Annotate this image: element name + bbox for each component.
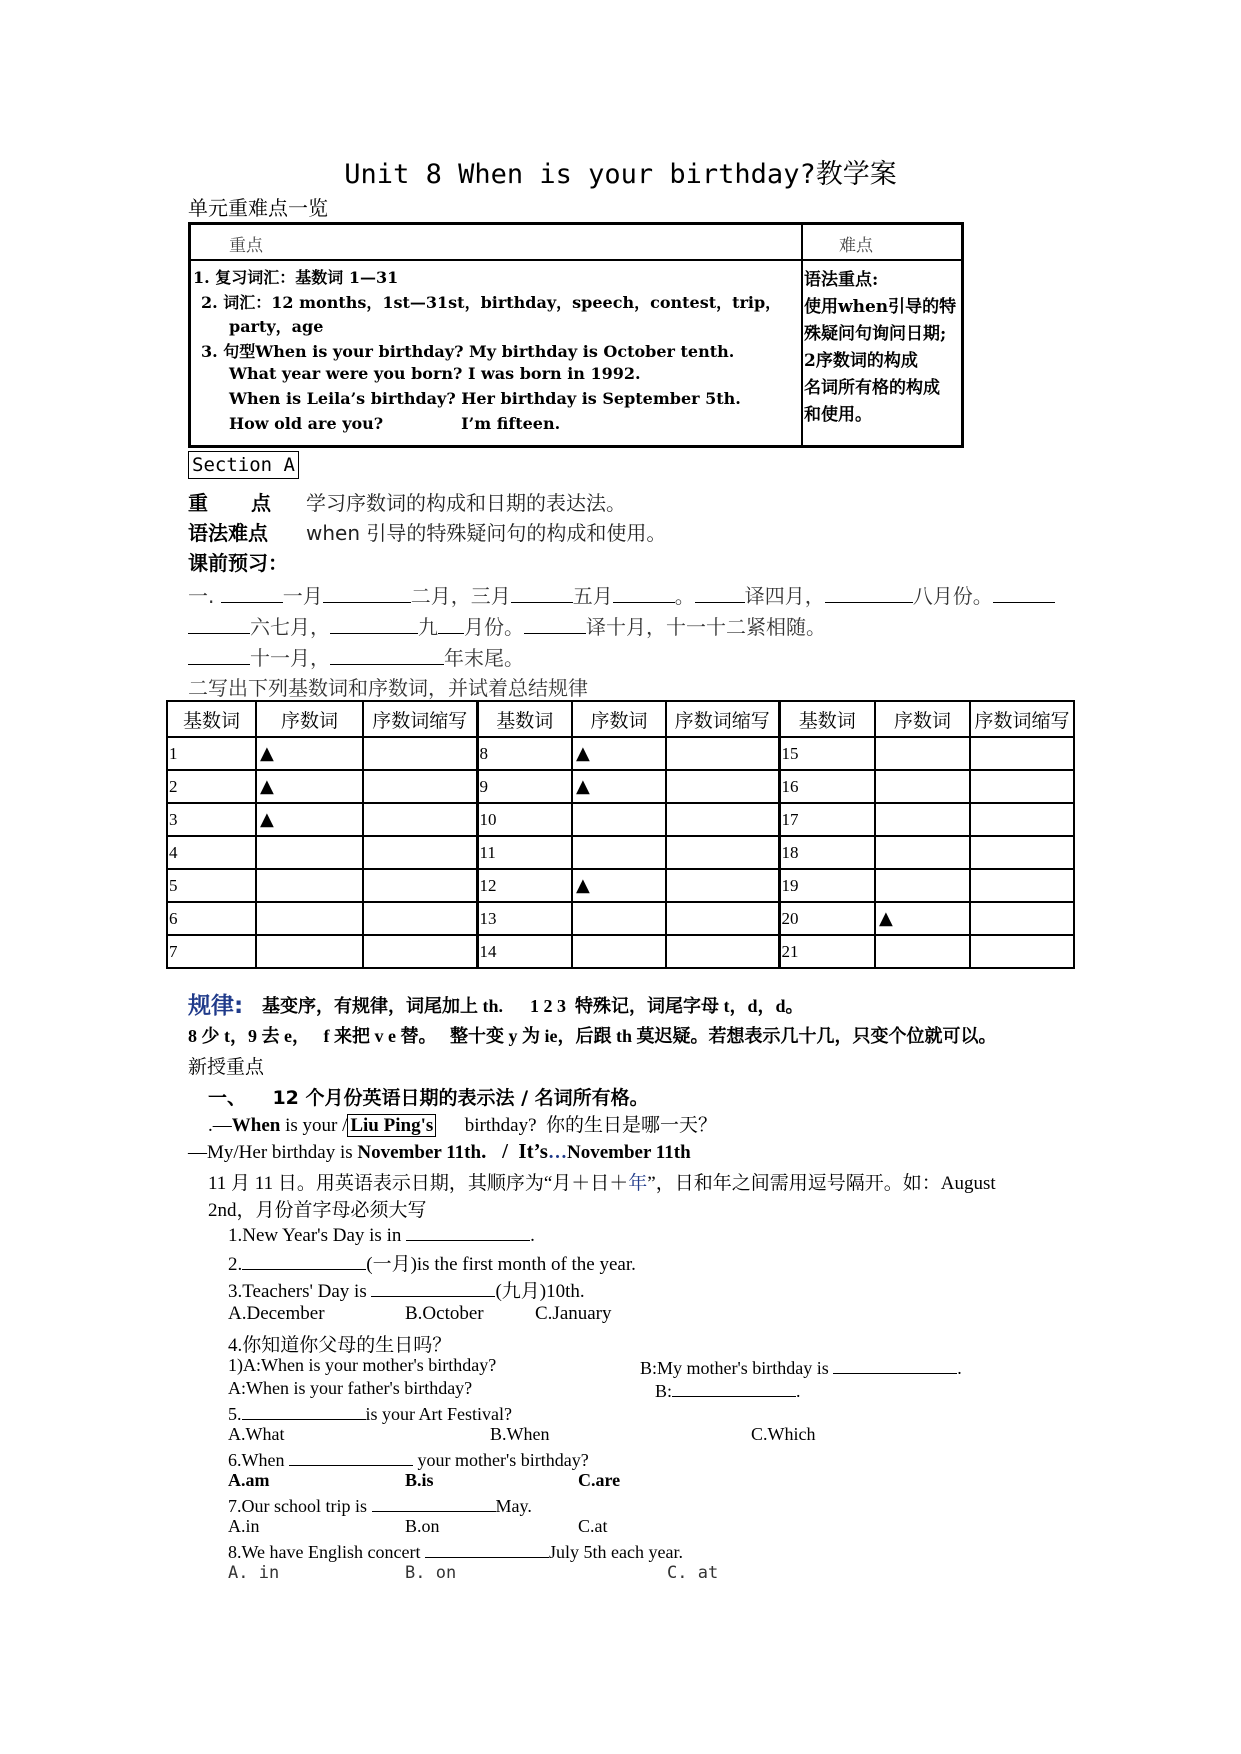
ordinal-cell[interactable] <box>875 836 970 869</box>
answer-blank[interactable] <box>371 1278 495 1297</box>
answer-line <box>188 1139 691 1164</box>
ordinal-abbr-cell[interactable] <box>970 770 1074 803</box>
rhyme-text: 九 <box>418 615 438 639</box>
rhyme-text: 年末尾。 <box>444 646 524 670</box>
ordinal-cell[interactable] <box>875 737 970 770</box>
cardinal-cell: 16 <box>779 770 875 803</box>
q-name-box: Liu Ping's <box>347 1114 436 1137</box>
option-a[interactable]: A. in <box>228 1563 280 1583</box>
cardinal-cell: 20 <box>779 902 875 935</box>
cardinal-cell: 1 <box>167 737 256 770</box>
blank[interactable] <box>613 584 675 603</box>
ex-text: (一月)is the first month of the year. <box>366 1254 636 1275</box>
header-cardinal: 基数词 <box>477 701 572 737</box>
blank[interactable] <box>330 646 444 665</box>
section-a-label: Section A <box>188 451 299 479</box>
cardinal-cell: 4 <box>167 836 256 869</box>
a-date: November 11th <box>357 1142 482 1163</box>
rhyme-text: 月份。 <box>464 615 524 639</box>
answer-blank[interactable] <box>289 1447 413 1466</box>
ex-text: 6.When <box>228 1450 289 1470</box>
option-c[interactable]: C.are <box>578 1470 621 1490</box>
ordinal-cell[interactable] <box>572 869 666 902</box>
header-ordinal-abbr: 序数词缩写 <box>363 701 477 737</box>
ex-text: May. <box>495 1496 532 1516</box>
header-ordinal: 序数词 <box>256 701 363 737</box>
blank[interactable] <box>323 584 411 603</box>
item1-title: 一、 12 个月份英语日期的表示法 / 名词所有格。 <box>208 1087 649 1109</box>
blank[interactable] <box>511 584 573 603</box>
ordinal-abbr-cell[interactable] <box>363 869 477 902</box>
e4-answer-2 <box>655 1378 801 1402</box>
page-title: Unit 8 When is your birthday?教学案 <box>344 159 897 190</box>
ex-text: . <box>796 1381 801 1401</box>
ordinal-cell[interactable] <box>256 902 363 935</box>
rhyme-text: 一. <box>188 584 221 608</box>
ordinal-cell[interactable] <box>875 869 970 902</box>
header-cardinal: 基数词 <box>167 701 256 737</box>
rhyme-text: 译十月，十一十二紧相随。 <box>586 615 826 639</box>
answer-blank[interactable] <box>833 1355 957 1374</box>
new-points-heading: 新授重点 <box>188 1056 265 1078</box>
explain-line-2: 2nd，月份首字母必须大写 <box>208 1200 427 1221</box>
cardinal-cell: 5 <box>167 869 256 902</box>
numbers-row <box>167 803 1074 836</box>
ordinal-cell[interactable] <box>256 935 363 968</box>
a-date: November 11th <box>566 1142 691 1163</box>
rhyme-line-1 <box>188 580 1055 609</box>
ordinal-abbr-cell[interactable] <box>363 836 477 869</box>
exercise-7 <box>228 1493 532 1517</box>
grammar-text: when 引导的特殊疑问句的构成和使用。 <box>306 521 667 545</box>
numbers-row <box>167 902 1074 935</box>
ordinal-cell[interactable] <box>875 770 970 803</box>
ordinal-cell[interactable] <box>256 770 363 803</box>
difficult-line: 2序数词的构成 <box>804 351 918 371</box>
preview-label: 课前预习： <box>188 551 288 575</box>
triangle-marker-icon: ▲ <box>879 908 893 929</box>
numbers-header-row <box>167 701 1074 737</box>
difficult-line: 和使用。 <box>804 405 872 425</box>
header-ordinal: 序数词 <box>875 701 970 737</box>
blank[interactable] <box>993 584 1055 603</box>
question-line <box>208 1110 717 1137</box>
exercise-4: 4.你知道你父母的生日吗？ <box>228 1335 452 1356</box>
answer-blank[interactable] <box>242 1401 366 1420</box>
answer-blank[interactable] <box>425 1539 549 1558</box>
key-text: 学习序数词的构成和日期的表达法。 <box>306 491 626 515</box>
overview-col-difficult: 难点 <box>839 236 873 256</box>
ordinal-abbr-cell[interactable] <box>970 803 1074 836</box>
ordinal-cell[interactable] <box>256 836 363 869</box>
triangle-marker-icon: ▲ <box>576 776 590 797</box>
triangle-marker-icon: ▲ <box>576 875 590 896</box>
exercise-3 <box>228 1276 585 1303</box>
option-a[interactable]: A.December <box>228 1303 325 1324</box>
rules-line-1: 基变序，有规律，词尾加上 th. 1 2 3 特殊记，词尾字母 t，d，d。 <box>262 996 804 1016</box>
option-b[interactable]: B.When <box>490 1424 550 1444</box>
triangle-marker-icon: ▲ <box>260 776 274 797</box>
numbers-row <box>167 869 1074 902</box>
ex-text: 5. <box>228 1404 242 1424</box>
rhyme-text: 六七月， <box>250 615 330 639</box>
rhyme-text: 五月 <box>572 584 613 608</box>
blank[interactable] <box>438 615 464 634</box>
rhyme-text: 二月，三月 <box>410 584 511 608</box>
ex-text: is your Art Festival? <box>365 1404 512 1424</box>
a-text: —My/Her birthday is <box>188 1142 358 1163</box>
key-line: 1. 复习词汇：基数词 1—31 <box>193 268 399 287</box>
ordinal-cell[interactable] <box>572 737 666 770</box>
ordinal-abbr-cell[interactable] <box>666 836 779 869</box>
ordinal-abbr-cell[interactable] <box>363 803 477 836</box>
cardinal-cell: 7 <box>167 935 256 968</box>
key-line: 2. 词汇：12 months，1st—31st，birthday，speech，contest，trip， <box>201 293 782 312</box>
ex-text: your mother's birthday? <box>412 1450 589 1470</box>
rules-line-2: 8 少 t，9 去 e， f 来把 v e 替。 整十变 y 为 ie，后跟 th 莫迟疑。若想表示几十几，只变个位就可以。 <box>188 1026 997 1046</box>
cardinal-cell: 11 <box>477 836 572 869</box>
a-its: It’s <box>518 1139 548 1163</box>
difficult-line: 殊疑问句询问日期; <box>804 324 947 344</box>
cardinal-cell: 14 <box>477 935 572 968</box>
header-ordinal-abbr: 序数词缩写 <box>666 701 779 737</box>
option-a[interactable]: A.What <box>228 1424 285 1444</box>
numbers-instruction: 二写出下列基数词和序数词，并试着总结规律 <box>188 676 588 700</box>
cardinal-cell: 10 <box>477 803 572 836</box>
e4-answer-1 <box>640 1355 962 1379</box>
answer-blank[interactable] <box>372 1493 496 1512</box>
blank[interactable] <box>524 615 586 634</box>
key-line: When is Leila’s birthday? Her birthday is September 5th. <box>229 389 741 408</box>
ordinal-abbr-cell[interactable] <box>666 737 779 770</box>
option-c[interactable]: C.January <box>535 1303 612 1324</box>
option-c[interactable]: C.Which <box>751 1424 816 1444</box>
ordinal-abbr-cell[interactable] <box>970 902 1074 935</box>
ordinal-abbr-cell[interactable] <box>970 869 1074 902</box>
ordinal-abbr-cell[interactable] <box>970 737 1074 770</box>
ordinal-cell[interactable] <box>256 869 363 902</box>
exercise-1 <box>228 1222 535 1247</box>
rhyme-line-3 <box>188 642 524 671</box>
triangle-marker-icon: ▲ <box>576 743 590 764</box>
difficult-line: 语法重点: <box>804 270 879 290</box>
blank[interactable] <box>188 615 250 634</box>
ordinal-abbr-cell[interactable] <box>363 935 477 968</box>
rhyme-text: 一月 <box>282 584 323 608</box>
exercise-5 <box>228 1401 512 1425</box>
exercise-6 <box>228 1447 589 1471</box>
header-ordinal: 序数词 <box>572 701 666 737</box>
ordinal-abbr-cell[interactable] <box>363 737 477 770</box>
blank[interactable] <box>221 584 283 603</box>
cardinal-cell: 3 <box>167 803 256 836</box>
cardinal-cell: 19 <box>779 869 875 902</box>
cardinal-cell: 13 <box>477 902 572 935</box>
overview-heading: 单元重难点一览 <box>188 196 328 220</box>
ordinal-cell[interactable] <box>572 770 666 803</box>
a-dots: … <box>547 1142 567 1163</box>
ordinal-cell[interactable] <box>875 902 970 935</box>
cardinal-cell: 18 <box>779 836 875 869</box>
numbers-table <box>166 700 1075 969</box>
explain-text: 11 月 11 日。用英语表示日期，其顺序为“月＋日＋ <box>208 1173 629 1194</box>
option-b[interactable]: B.is <box>405 1470 434 1490</box>
numbers-row <box>167 935 1074 968</box>
ordinal-abbr-cell[interactable] <box>666 770 779 803</box>
option-b[interactable]: B.on <box>405 1516 440 1536</box>
cardinal-cell: 6 <box>167 902 256 935</box>
explain-text: ”，日和年之间需用逗号隔开。如：August <box>647 1173 996 1194</box>
triangle-marker-icon: ▲ <box>260 809 274 830</box>
key-line: party，age <box>229 317 324 336</box>
key-line: How old are you? I’m fifteen. <box>229 414 561 433</box>
overview-table <box>188 222 964 448</box>
numbers-row <box>167 737 1074 770</box>
answer-blank[interactable] <box>672 1378 796 1397</box>
cardinal-cell: 15 <box>779 737 875 770</box>
ex-text: 2. <box>228 1254 243 1275</box>
rhyme-text: 译四月， <box>744 584 825 608</box>
ordinal-cell[interactable] <box>572 803 666 836</box>
triangle-marker-icon: ▲ <box>260 743 274 764</box>
difficult-line: 名词所有格的构成 <box>804 378 940 398</box>
a-sep: . / <box>481 1139 519 1163</box>
cardinal-cell: 2 <box>167 770 256 803</box>
ordinal-abbr-cell[interactable] <box>970 935 1074 968</box>
header-ordinal-abbr: 序数词缩写 <box>970 701 1074 737</box>
option-c[interactable]: C. at <box>667 1563 719 1583</box>
ex-text: July 5th each year. <box>548 1542 683 1562</box>
ordinal-cell[interactable] <box>875 803 970 836</box>
ordinal-abbr-cell[interactable] <box>970 836 1074 869</box>
ex-text: (九月)10th. <box>495 1281 585 1302</box>
rhyme-text: 。 <box>674 584 695 608</box>
rhyme-text: 十一月， <box>250 646 330 670</box>
answer-blank[interactable] <box>242 1251 366 1270</box>
ordinal-abbr-cell[interactable] <box>363 770 477 803</box>
ordinal-cell[interactable] <box>256 803 363 836</box>
explain-year: 年 <box>628 1173 648 1194</box>
q-when: When <box>231 1115 281 1136</box>
q-text: is your / <box>280 1115 348 1136</box>
difficult-line: 使用when引导的特 <box>804 297 957 317</box>
cardinal-cell: 8 <box>477 737 572 770</box>
ordinal-cell[interactable] <box>875 935 970 968</box>
ordinal-cell[interactable] <box>256 737 363 770</box>
q-text: birthday? 你的生日是哪一天？ <box>436 1115 718 1136</box>
ex-text: . <box>530 1225 535 1246</box>
ordinal-abbr-cell[interactable] <box>363 902 477 935</box>
option-b[interactable]: B. on <box>405 1563 457 1583</box>
ex-text: B:My mother's birthday is <box>640 1358 834 1378</box>
q-text: .— <box>208 1115 232 1136</box>
ex-text: 7.Our school trip is <box>228 1496 372 1516</box>
header-cardinal: 基数词 <box>779 701 875 737</box>
cardinal-cell: 21 <box>779 935 875 968</box>
numbers-row <box>167 836 1074 869</box>
ordinal-abbr-cell[interactable] <box>666 803 779 836</box>
ex-text: 8.We have English concert <box>228 1542 425 1562</box>
ex-text: B: <box>655 1381 673 1401</box>
ordinal-cell[interactable] <box>572 836 666 869</box>
key-line: 3. 句型When is your birthday? My birthday is October tenth. <box>201 342 735 361</box>
option-b[interactable]: B.October <box>405 1303 484 1324</box>
exercise-2 <box>228 1249 636 1276</box>
cardinal-cell: 17 <box>779 803 875 836</box>
ordinal-cell[interactable] <box>572 935 666 968</box>
overview-col-key: 重点 <box>229 236 263 256</box>
ordinal-abbr-cell[interactable] <box>666 935 779 968</box>
ordinal-abbr-cell[interactable] <box>666 869 779 902</box>
ordinal-abbr-cell[interactable] <box>666 902 779 935</box>
explain-line-1 <box>208 1168 996 1195</box>
answer-blank[interactable] <box>406 1222 530 1241</box>
blank[interactable] <box>695 584 745 603</box>
key-label: 重 点 <box>188 491 289 515</box>
grammar-label: 语法难点 <box>188 521 268 545</box>
ex-text: 3.Teachers' Day is <box>228 1281 372 1302</box>
cardinal-cell: 12 <box>477 869 572 902</box>
ex-text: 1.New Year's Day is in <box>228 1225 407 1246</box>
option-a[interactable]: A.am <box>228 1470 270 1490</box>
numbers-row <box>167 770 1074 803</box>
rules-label: 规律: <box>188 993 244 1019</box>
key-line: What year were you born? I was born in 1992. <box>229 364 641 383</box>
e4-question-1: 1)A:When is your mother's birthday? <box>228 1355 497 1375</box>
rhyme-text: 八月份。 <box>912 584 993 608</box>
blank[interactable] <box>330 615 418 634</box>
rhyme-line-2 <box>188 611 826 640</box>
blank[interactable] <box>188 646 250 665</box>
blank[interactable] <box>825 584 913 603</box>
ordinal-cell[interactable] <box>572 902 666 935</box>
exercise-8 <box>228 1539 683 1563</box>
ex-text: . <box>957 1358 962 1378</box>
cardinal-cell: 9 <box>477 770 572 803</box>
e4-question-2: A:When is your father's birthday? <box>228 1378 473 1398</box>
option-c[interactable]: C.at <box>578 1516 608 1536</box>
option-a[interactable]: A.in <box>228 1516 260 1536</box>
